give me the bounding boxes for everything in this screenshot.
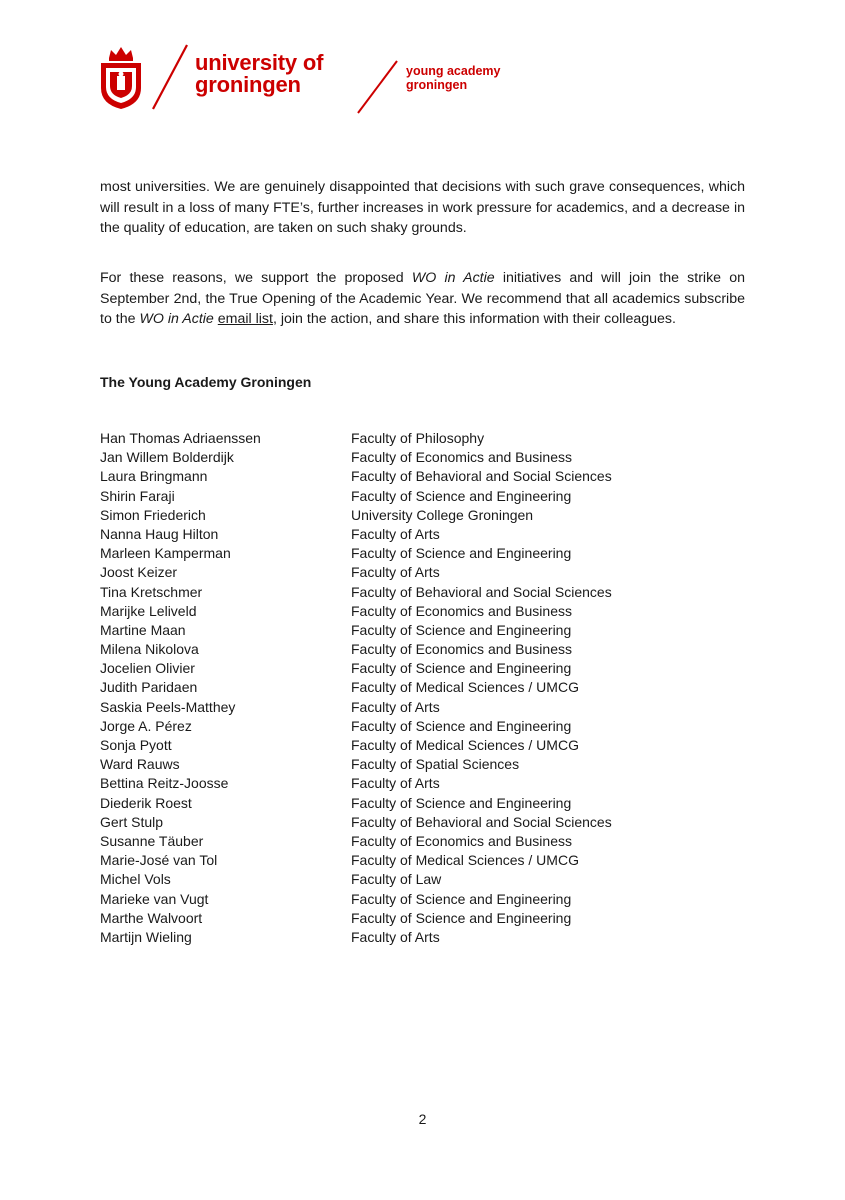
member-faculty: Faculty of Science and Engineering: [351, 660, 572, 677]
young-academy-wordmark-line2: groningen: [406, 78, 468, 92]
member-name: Susanne Täuber: [100, 832, 204, 849]
member-name: Marijke Leliveld: [100, 602, 197, 619]
member-row: [100, 794, 700, 813]
member-row: [100, 813, 700, 832]
member-faculty: Faculty of Medical Sciences / UMCG: [351, 737, 579, 753]
member-row: [100, 851, 700, 870]
member-name: Shirin Faraji: [100, 487, 175, 504]
member-faculty: Faculty of Science and Engineering: [351, 909, 572, 926]
young-academy-wordmark: [406, 64, 500, 92]
member-faculty: Faculty of Science and Engineering: [351, 794, 572, 811]
member-faculty: Faculty of Medical Sciences / UMCG: [351, 679, 579, 696]
member-faculty: Faculty of Science and Engineering: [351, 621, 572, 638]
member-name: Martine Maan: [100, 621, 186, 638]
member-faculty: Faculty of Medical Sciences / UMCG: [351, 852, 579, 869]
member-name: Saskia Peels-Matthey: [100, 698, 236, 715]
member-name: Laura Bringmann: [100, 468, 208, 485]
page-number: 2: [418, 1111, 427, 1127]
member-name: Ward Rauws: [100, 756, 180, 773]
young-academy-wordmark-line1: young academy: [406, 64, 501, 78]
member-row: [100, 602, 700, 621]
member-faculty: Faculty of Arts: [351, 525, 440, 542]
paragraph-2-text: initiatives and will join the strike on September 2nd, the True Opening of the Academic Year. We recommend that all academics subscribe to the: [100, 270, 745, 327]
member-name: Joost Keizer: [100, 564, 178, 581]
member-row: [100, 928, 700, 947]
member-name: Marieke van Vugt: [100, 890, 209, 907]
member-faculty: Faculty of Arts: [351, 775, 440, 792]
member-faculty: Faculty of Behavioral and Social Sciences: [351, 468, 612, 485]
member-row: [100, 909, 700, 928]
university-wordmark: [195, 52, 323, 96]
divider-slash-icon: [355, 58, 400, 116]
paragraph-2-text: , join the action, and share this information with their colleagues.: [272, 311, 676, 327]
member-faculty: Faculty of Arts: [351, 928, 440, 945]
member-faculty: Faculty of Economics and Business: [351, 832, 572, 849]
member-name: Gert Stulp: [100, 813, 164, 830]
member-row: [100, 621, 700, 640]
member-row: [100, 640, 700, 659]
member-faculty: Faculty of Economics and Business: [351, 641, 572, 658]
member-row: [100, 429, 700, 448]
member-faculty: Faculty of Philosophy: [351, 430, 485, 446]
member-row: [100, 659, 700, 678]
member-row: [100, 870, 700, 889]
member-name: Jorge A. Pérez: [100, 717, 192, 734]
member-name: Tina Kretschmer: [100, 583, 203, 600]
member-row: [100, 774, 700, 793]
member-row: [100, 698, 700, 717]
university-wordmark-line2: groningen: [195, 72, 301, 97]
member-faculty: Faculty of Science and Engineering: [351, 717, 572, 734]
member-row: [100, 717, 700, 736]
member-row: [100, 678, 700, 697]
member-name: Milena Nikolova: [100, 641, 199, 658]
member-row: [100, 506, 700, 525]
university-crest-icon: [97, 44, 145, 110]
member-faculty: Faculty of Economics and Business: [351, 602, 572, 619]
letterhead: [0, 0, 845, 130]
member-faculty: University College Groningen: [351, 506, 534, 523]
member-name: Jan Willem Bolderdijk: [100, 449, 234, 466]
member-row: [100, 525, 700, 544]
member-faculty: Faculty of Economics and Business: [351, 449, 572, 466]
member-name: Sonja Pyott: [100, 737, 172, 753]
member-name: Marleen Kamperman: [100, 545, 231, 562]
member-faculty: Faculty of Law: [351, 871, 442, 888]
divider-slash-icon: [150, 42, 190, 112]
paragraph-2-text: For these reasons, we support the proposed: [100, 270, 412, 286]
member-faculty: Faculty of Arts: [351, 698, 440, 715]
member-faculty: Faculty of Spatial Sciences: [351, 756, 520, 773]
member-name: Bettina Reitz-Joosse: [100, 775, 229, 792]
member-name: Nanna Haug Hilton: [100, 525, 219, 542]
member-name: Simon Friederich: [100, 506, 206, 523]
wo-in-actie-emphasis: WO in Actie: [139, 311, 214, 327]
member-name: Marthe Walvoort: [100, 909, 203, 926]
member-list: [100, 429, 700, 947]
member-row: [100, 487, 700, 506]
member-row: [100, 736, 700, 755]
member-name: Jocelien Olivier: [100, 660, 195, 677]
member-name: Judith Paridaen: [100, 679, 198, 696]
body-paragraph-1: most universities. We are genuinely disappointed that decisions with such grave consequences, which will result in a loss of many FTE’s, further increases in work pressure for academics, and a decrease in the quality of education, are taken on such shaky grounds.: [100, 179, 745, 236]
member-faculty: Faculty of Science and Engineering: [351, 545, 572, 562]
wo-in-actie-emphasis: WO in Actie: [411, 270, 495, 286]
member-faculty: Faculty of Science and Engineering: [351, 487, 572, 504]
member-faculty: Faculty of Science and Engineering: [351, 890, 572, 907]
member-row: [100, 890, 700, 909]
member-faculty: Faculty of Behavioral and Social Sciences: [351, 583, 612, 600]
signature-title: The Young Academy Groningen: [100, 374, 312, 390]
university-wordmark-line1: university of: [195, 50, 324, 75]
member-faculty: Faculty of Behavioral and Social Sciences: [351, 813, 612, 830]
member-name: Martijn Wieling: [100, 928, 192, 945]
member-name: Michel Vols: [100, 871, 171, 888]
member-row: [100, 755, 700, 774]
email-list-link[interactable]: email list: [217, 311, 273, 327]
member-name: Diederik Roest: [100, 794, 192, 811]
member-row: [100, 832, 700, 851]
member-name: Han Thomas Adriaenssen: [100, 430, 261, 446]
member-row: [100, 448, 700, 467]
member-row: [100, 583, 700, 602]
member-row: [100, 563, 700, 582]
member-row: [100, 544, 700, 563]
member-name: Marie-José van Tol: [100, 852, 218, 869]
body-paragraph-2: [100, 268, 745, 330]
member-faculty: Faculty of Arts: [351, 564, 440, 581]
member-row: [100, 467, 700, 486]
